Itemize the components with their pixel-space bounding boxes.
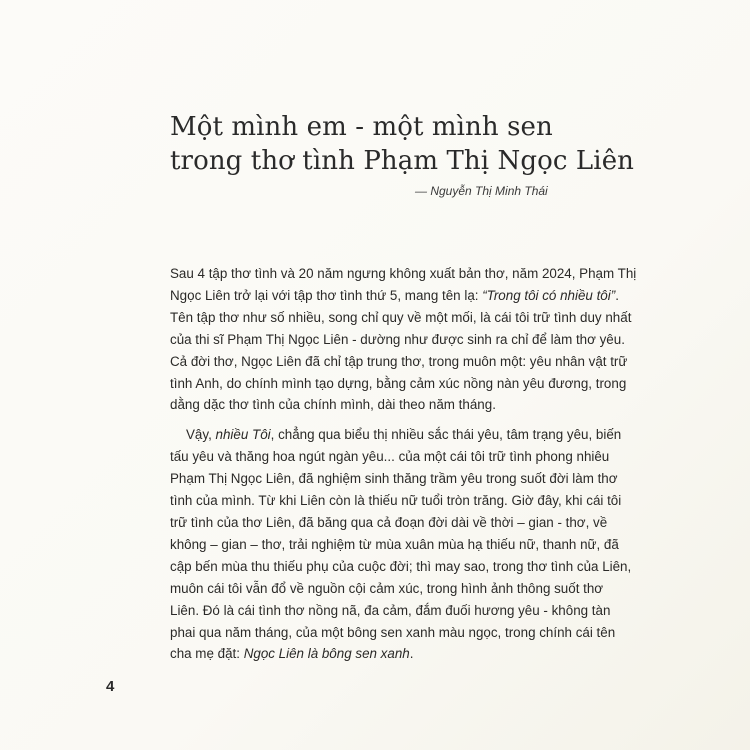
chapter-title [170,110,690,178]
paragraph-1 [170,263,690,416]
text-run: phai qua năm tháng, của một bông sen xanh màu ngọc, trong chính cái tên [170,624,616,640]
paragraph-2 [170,424,690,665]
text-line [170,643,690,665]
text-run: tình Anh, do chính mình tạo dựng, bằng cảm xúc nồng nàn yêu đương, trong [170,375,627,391]
body-text [170,263,690,665]
chapter-title-line-1: Một mình em - một mình sen [170,112,553,142]
text-run: Tên tập thơ như số nhiều, song chỉ quy về một mối, là cái tôi trữ tình duy nhất [170,309,632,325]
page-number: 4 [106,678,115,695]
text-run: tình của mình. Từ khi Liên còn là thiếu nữ tuổi tròn trăng. Giờ đây, khi cái tôi [170,493,622,509]
text-line [170,446,690,468]
text-run: muôn cái tôi vẫn đổ về nguồn cội cảm xúc, trong hình ảnh thông suốt thơ [170,580,604,596]
text-run: . [615,287,619,303]
text-run: trữ tình của thơ Liên, đã băng qua cả đoạn đời dài về thời – gian - thơ, về [170,514,608,530]
text-line [170,351,690,373]
text-run: Ngọc Liên trở lại với tập thơ tình thứ 5, mang tên lạ: [170,287,483,303]
text-line [170,622,690,644]
text-run: tấu yêu và thăng hoa ngút ngàn yêu... của một cái tôi trữ tình phong nhiêu [170,449,610,465]
text-run: của thi sĩ Phạm Thị Ngọc Liên - dường như được sinh ra chỉ để làm thơ yêu. [170,331,625,347]
text-line [170,373,690,395]
text-run: Vậy, [186,427,216,443]
text-run: cha mẹ đặt: [170,646,244,662]
text-line [170,600,690,622]
author-byline: — Nguyễn Thị Minh Thái [415,184,548,198]
text-line [170,307,690,329]
text-run: dằng dặc thơ tình của chính mình, dài theo năm tháng. [170,397,496,413]
text-line [170,534,690,556]
text-line [170,424,690,446]
text-line [170,490,690,512]
text-line [170,556,690,578]
text-line [170,578,690,600]
text-line [170,512,690,534]
text-run: Cả đời thơ, Ngọc Liên đã chỉ tập trung thơ, trong muôn một: yêu nhân vật trữ [170,353,628,369]
text-run: Sau 4 tập thơ tình và 20 năm ngưng không xuất bản thơ, năm 2024, Phạm Thị [170,266,637,281]
italic-text-run: Ngọc Liên là bông sen xanh [243,646,410,662]
paragraph-gap [170,416,690,424]
text-line [170,394,690,416]
text-line [170,263,690,285]
text-run: Phạm Thị Ngọc Liên, đã nghiệm sinh thăng trầm yêu trong suốt đời làm thơ [170,471,618,487]
text-run: , chẳng qua biểu thị nhiều sắc thái yêu, tâm trạng yêu, biến [270,427,622,443]
text-run: không – gian – thơ, trải nghiệm từ mùa xuân mùa hạ thiếu nữ, thanh nữ, đã [170,536,619,552]
text-run: Liên. Đó là cái tình thơ nồng nã, đa cảm, đắm đuối hương yêu - không tàn [170,602,611,618]
text-line [170,468,690,490]
text-run: . [409,646,414,662]
text-line [170,285,690,307]
text-run: cập bến mùa thu thiếu phụ của cuộc đời; thì may sao, trong thơ tình của Liên, [170,558,632,574]
chapter-title-line-2: trong thơ tình Phạm Thị Ngọc Liên [170,146,635,176]
italic-text-run: nhiều Tôi [215,427,271,443]
text-line [170,329,690,351]
italic-text-run: “Trong tôi có nhiều tôi” [482,287,616,303]
